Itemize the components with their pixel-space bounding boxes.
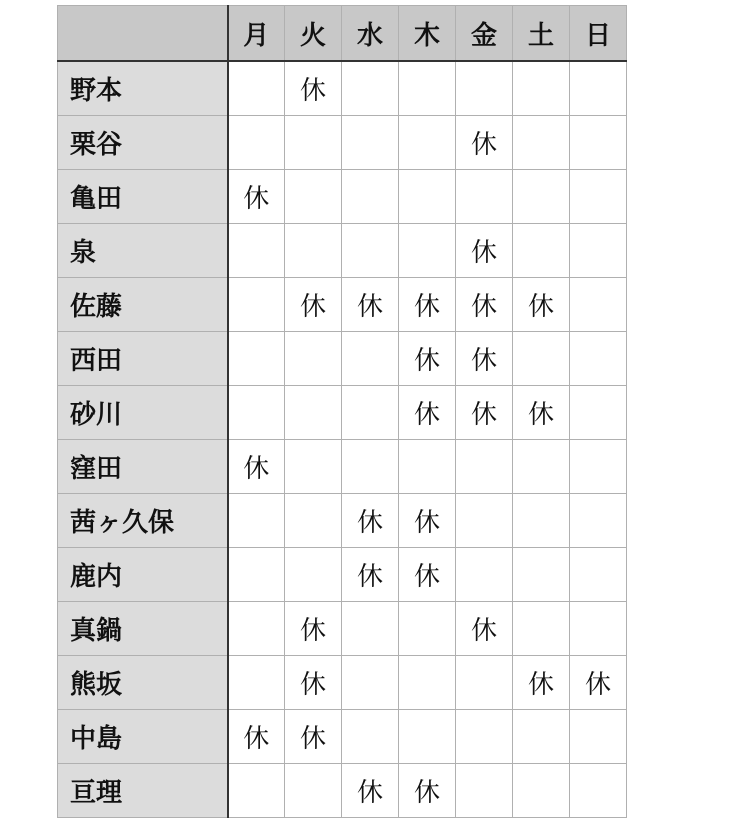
schedule-cell-fri xyxy=(456,493,513,547)
schedule-cell-sat xyxy=(513,493,570,547)
table-row xyxy=(58,493,627,547)
schedule-cell-thu xyxy=(399,709,456,763)
schedule-cell-sun xyxy=(570,385,627,439)
schedule-cell-mon xyxy=(228,655,285,709)
schedule-cell-fri xyxy=(456,547,513,601)
schedule-cell-sun xyxy=(570,169,627,223)
schedule-cell-tue xyxy=(285,169,342,223)
schedule-cell-sat xyxy=(513,763,570,817)
schedule-table xyxy=(57,5,627,818)
schedule-cell-sun xyxy=(570,331,627,385)
schedule-cell-fri xyxy=(456,763,513,817)
schedule-cell-wed xyxy=(342,601,399,655)
schedule-cell-tue xyxy=(285,439,342,493)
schedule-cell-mon xyxy=(228,277,285,331)
schedule-cell-thu: 休 xyxy=(399,493,456,547)
schedule-cell-fri: 休 xyxy=(456,277,513,331)
employee-name-cell: 砂川 xyxy=(58,385,228,439)
schedule-cell-wed xyxy=(342,115,399,169)
table-row xyxy=(58,331,627,385)
schedule-cell-wed xyxy=(342,655,399,709)
schedule-cell-sat xyxy=(513,115,570,169)
employee-name-cell: 泉 xyxy=(58,223,228,277)
schedule-cell-fri: 休 xyxy=(456,601,513,655)
employee-name-cell: 亘理 xyxy=(58,763,228,817)
table-row xyxy=(58,763,627,817)
table-row xyxy=(58,655,627,709)
header-day-fri: 金 xyxy=(456,6,513,62)
schedule-cell-thu: 休 xyxy=(399,331,456,385)
schedule-cell-tue xyxy=(285,493,342,547)
table-row xyxy=(58,709,627,763)
table-row xyxy=(58,601,627,655)
schedule-cell-mon xyxy=(228,61,285,115)
schedule-cell-thu xyxy=(399,439,456,493)
schedule-cell-tue: 休 xyxy=(285,655,342,709)
employee-name-cell: 亀田 xyxy=(58,169,228,223)
employee-name-cell: 中島 xyxy=(58,709,228,763)
schedule-cell-thu xyxy=(399,655,456,709)
schedule-cell-wed xyxy=(342,709,399,763)
schedule-cell-fri: 休 xyxy=(456,115,513,169)
schedule-cell-sat xyxy=(513,223,570,277)
schedule-cell-sun xyxy=(570,439,627,493)
schedule-cell-tue xyxy=(285,223,342,277)
schedule-cell-wed xyxy=(342,439,399,493)
schedule-cell-mon xyxy=(228,547,285,601)
schedule-cell-sun: 休 xyxy=(570,655,627,709)
schedule-cell-thu: 休 xyxy=(399,763,456,817)
schedule-cell-fri xyxy=(456,61,513,115)
schedule-cell-thu: 休 xyxy=(399,385,456,439)
table-row xyxy=(58,277,627,331)
header-day-wed: 水 xyxy=(342,6,399,62)
schedule-cell-tue: 休 xyxy=(285,277,342,331)
employee-name-cell: 真鍋 xyxy=(58,601,228,655)
schedule-cell-sun xyxy=(570,223,627,277)
schedule-cell-thu xyxy=(399,601,456,655)
schedule-cell-sat: 休 xyxy=(513,277,570,331)
schedule-cell-mon: 休 xyxy=(228,169,285,223)
employee-name-cell: 栗谷 xyxy=(58,115,228,169)
schedule-cell-sat xyxy=(513,169,570,223)
schedule-cell-sat xyxy=(513,547,570,601)
schedule-cell-mon xyxy=(228,115,285,169)
schedule-cell-tue xyxy=(285,763,342,817)
schedule-cell-mon xyxy=(228,763,285,817)
employee-name-cell: 野本 xyxy=(58,61,228,115)
schedule-cell-thu xyxy=(399,223,456,277)
schedule-cell-tue xyxy=(285,547,342,601)
schedule-cell-sun xyxy=(570,763,627,817)
schedule-cell-sun xyxy=(570,709,627,763)
schedule-cell-wed: 休 xyxy=(342,547,399,601)
header-corner-cell xyxy=(58,6,228,62)
schedule-cell-fri xyxy=(456,655,513,709)
schedule-cell-wed xyxy=(342,223,399,277)
schedule-cell-sun xyxy=(570,115,627,169)
employee-name-cell: 窪田 xyxy=(58,439,228,493)
schedule-cell-thu: 休 xyxy=(399,547,456,601)
schedule-cell-sat: 休 xyxy=(513,385,570,439)
schedule-cell-sun xyxy=(570,61,627,115)
schedule-cell-tue xyxy=(285,331,342,385)
schedule-cell-sun xyxy=(570,547,627,601)
schedule-cell-sat xyxy=(513,709,570,763)
schedule-cell-mon: 休 xyxy=(228,439,285,493)
employee-name-cell: 佐藤 xyxy=(58,277,228,331)
schedule-body xyxy=(58,61,627,817)
schedule-cell-mon xyxy=(228,601,285,655)
schedule-cell-sat: 休 xyxy=(513,655,570,709)
schedule-cell-tue: 休 xyxy=(285,601,342,655)
header-day-sat: 土 xyxy=(513,6,570,62)
table-row xyxy=(58,439,627,493)
schedule-cell-thu xyxy=(399,61,456,115)
schedule-cell-mon xyxy=(228,493,285,547)
header-row xyxy=(58,6,627,62)
table-row xyxy=(58,169,627,223)
table-row xyxy=(58,115,627,169)
schedule-cell-wed xyxy=(342,385,399,439)
schedule-cell-wed: 休 xyxy=(342,277,399,331)
schedule-cell-wed: 休 xyxy=(342,763,399,817)
header-day-thu: 木 xyxy=(399,6,456,62)
schedule-cell-tue: 休 xyxy=(285,61,342,115)
header-day-sun: 日 xyxy=(570,6,627,62)
schedule-cell-fri xyxy=(456,439,513,493)
employee-name-cell: 鹿内 xyxy=(58,547,228,601)
schedule-cell-sat xyxy=(513,61,570,115)
schedule-cell-sun xyxy=(570,493,627,547)
schedule-cell-fri: 休 xyxy=(456,223,513,277)
schedule-cell-thu xyxy=(399,115,456,169)
schedule-cell-fri: 休 xyxy=(456,385,513,439)
table-row xyxy=(58,61,627,115)
employee-name-cell: 熊坂 xyxy=(58,655,228,709)
schedule-cell-sat xyxy=(513,331,570,385)
employee-name-cell: 茜ヶ久保 xyxy=(58,493,228,547)
schedule-cell-sat xyxy=(513,439,570,493)
schedule-cell-wed: 休 xyxy=(342,493,399,547)
schedule-cell-fri xyxy=(456,169,513,223)
schedule-cell-mon: 休 xyxy=(228,709,285,763)
schedule-cell-thu xyxy=(399,169,456,223)
schedule-cell-wed xyxy=(342,331,399,385)
employee-name-cell: 西田 xyxy=(58,331,228,385)
schedule-cell-mon xyxy=(228,223,285,277)
schedule-cell-sun xyxy=(570,601,627,655)
table-row xyxy=(58,547,627,601)
schedule-cell-fri: 休 xyxy=(456,331,513,385)
header-day-tue: 火 xyxy=(285,6,342,62)
schedule-cell-sat xyxy=(513,601,570,655)
schedule-cell-sun xyxy=(570,277,627,331)
schedule-cell-fri xyxy=(456,709,513,763)
schedule-cell-mon xyxy=(228,331,285,385)
schedule-cell-wed xyxy=(342,169,399,223)
schedule-cell-tue xyxy=(285,115,342,169)
table-row xyxy=(58,223,627,277)
header-day-mon: 月 xyxy=(228,6,285,62)
schedule-cell-wed xyxy=(342,61,399,115)
schedule-cell-mon xyxy=(228,385,285,439)
schedule-cell-tue xyxy=(285,385,342,439)
schedule-cell-tue: 休 xyxy=(285,709,342,763)
table-row xyxy=(58,385,627,439)
schedule-cell-thu: 休 xyxy=(399,277,456,331)
